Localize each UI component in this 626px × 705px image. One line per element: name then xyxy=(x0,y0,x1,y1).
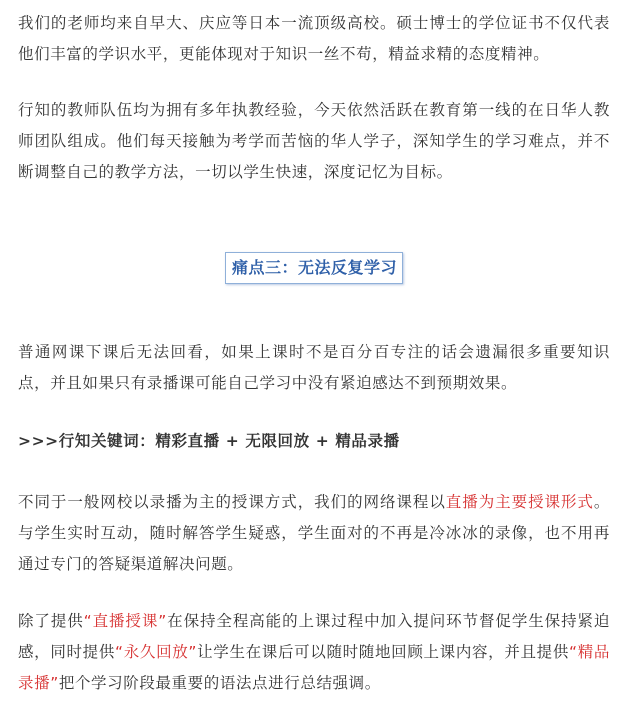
section-heading: 痛点三：无法反复学习 xyxy=(225,252,403,284)
text-segment: 在保持全程高能的上课过程中加入提问环节督促学生保持紧迫感，同时提供 xyxy=(18,612,610,661)
keywords-line: >>>行知关键词：精彩直播 + 无限回放 + 精品录播 xyxy=(18,432,400,450)
text-segment: 除了提供 xyxy=(18,612,84,630)
text-segment: 。与学生实时互动，随时解答学生疑惑，学生面对的不再是冷冰冰的录像，也不用再通过专门的答疑渠道解决问题。 xyxy=(18,493,610,573)
highlight-live-main-form: 直播为主要授课形式 xyxy=(445,493,594,511)
paragraph-live-course xyxy=(18,487,610,580)
highlight-live-teaching: “直播授课” xyxy=(83,612,167,630)
paragraph-teachers-background: 我们的老师均来自早大、庆应等日本一流顶级高校。硕士博士的学位证书不仅代表他们丰富的学识水平，更能体现对于知识一丝不苟，精益求精的态度精神。 xyxy=(18,14,610,63)
text-segment: 不同于一般网校以录播为主的授课方式，我们的网络课程以 xyxy=(18,493,446,511)
paragraph-teaching-team: 行知的教师队伍均为拥有多年执教经验，今天依然活跃在教育第一线的在日华人教师团队组成。他们每天接触为考学而苦恼的华人学子，深知学生的学习难点，并不断调整自己的教学方法，一切以学生快速，深度记忆为目标。 xyxy=(18,101,610,181)
text-segment: 让学生在课后可以随时随地回顾上课内容，并且提供 xyxy=(197,643,570,661)
highlight-premium-recorded: “精品录播” xyxy=(18,643,610,692)
text-segment: 把个学习阶段最重要的语法点进行总结强调。 xyxy=(58,674,381,692)
highlight-permanent-replay: “永久回放” xyxy=(115,643,198,661)
paragraph-features xyxy=(18,606,610,699)
paragraph-pain-point: 普通网课下课后无法回看，如果上课时不是百分百专注的话会遗漏很多重要知识点，并且如果只有录播课可能自己学习中没有紧迫感达不到预期效果。 xyxy=(18,343,610,392)
section-heading-wrap xyxy=(18,252,610,284)
